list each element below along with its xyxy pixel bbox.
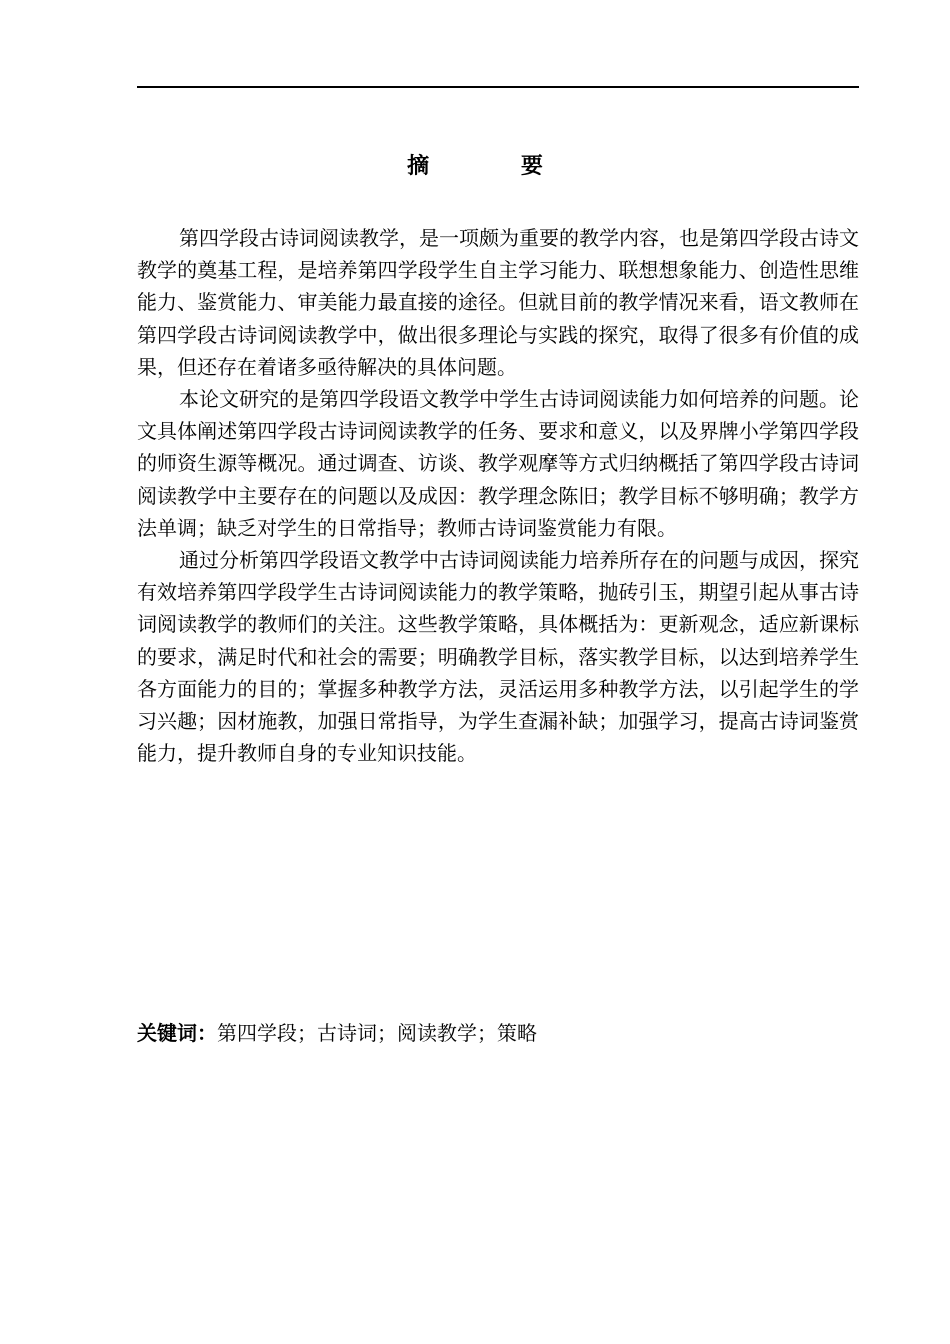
abstract-body	[137, 222, 859, 769]
abstract-paragraph-2: 本论文研究的是第四学段语文教学中学生古诗词阅读能力如何培养的问题。论文具体阐述第四学段古诗词阅读教学的任务、要求和意义，以及界牌小学第四学段的师资生源等概况。通过调查、访谈、教学观摩等方式归纳概括了第四学段古诗词阅读教学中主要存在的问题以及成因：教学理念陈旧；教学目标不够明确；教学方法单调；缺乏对学生的日常指导；教师古诗词鉴赏能力有限。	[137, 387, 859, 540]
keywords-list: 第四学段；古诗词；阅读教学；策略	[217, 1021, 537, 1045]
keywords-label: 关键词：	[137, 1021, 217, 1045]
abstract-title: 摘 要	[407, 153, 585, 179]
abstract-paragraph-3: 通过分析第四学段语文教学中古诗词阅读能力培养所存在的问题与成因，探究有效培养第四学段学生古诗词阅读能力的教学策略，抛砖引玉，期望引起从事古诗词阅读教学的教师们的关注。这些教学策略，具体概括为：更新观念，适应新课标的要求，满足时代和社会的需要；明确教学目标，落实教学目标，以达到培养学生各方面能力的目的；掌握多种教学方法，灵活运用多种教学方法，以引起学生的学习兴趣；因材施教，加强日常指导，为学生查漏补缺；加强学习，提高古诗词鉴赏能力，提升教师自身的专业知识技能。	[137, 548, 859, 766]
header-rule	[137, 86, 859, 88]
abstract-paragraph-1: 第四学段古诗词阅读教学，是一项颇为重要的教学内容，也是第四学段古诗文教学的奠基工程，是培养第四学段学生自主学习能力、联想想象能力、创造性思维能力、鉴赏能力、审美能力最直接的途径。但就目前的教学情况来看，语文教师在第四学段古诗词阅读教学中，做出很多理论与实践的探究，取得了很多有价值的成果，但还存在着诸多亟待解决的具体问题。	[137, 226, 859, 379]
keywords-line	[137, 1017, 859, 1049]
